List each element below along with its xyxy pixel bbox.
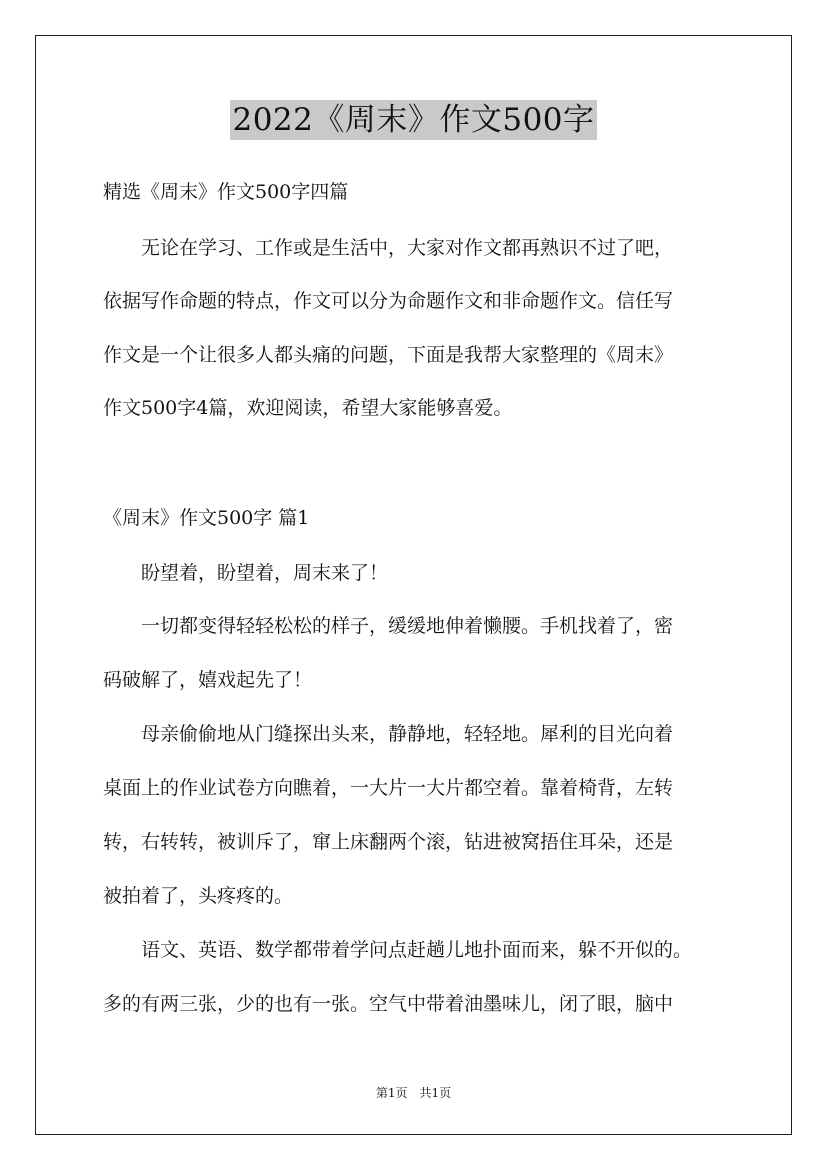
paragraph-line: 码破解了，嬉戏起先了！ xyxy=(103,669,313,691)
paragraph-line: 转，右转转，被训斥了，窜上床翻两个滚，钻进被窝捂住耳朵，还是 xyxy=(103,831,674,853)
paragraph-line: 语文、英语、数学都带着学问点赶趟儿地扑面而来，躲不开似的。 xyxy=(103,939,693,961)
paragraph-line: 作文是一个让很多人都头痛的问题，下面是我帮大家整理的《周末》 xyxy=(103,344,674,366)
page-footer: 第1页 共1页 xyxy=(375,1086,452,1100)
paragraph-line: 母亲偷偷地从门缝探出头来，静静地，轻轻地。犀利的目光向着 xyxy=(103,723,674,745)
paragraph-line: 桌面上的作业试卷方向瞧着，一大片一大片都空着。靠着椅背，左转 xyxy=(103,777,674,799)
document-subtitle: 精选《周末》作文500字四篇 xyxy=(103,181,349,203)
paragraph-line: 无论在学习、工作或是生活中，大家对作文都再熟识不过了吧， xyxy=(103,237,674,259)
paragraph-line: 作文500字4篇，欢迎阅读，希望大家能够喜爱。 xyxy=(103,397,513,419)
paragraph-line: 盼望着，盼望着，周末来了！ xyxy=(103,562,389,584)
paragraph-line: 被拍着了，头疼疼的。 xyxy=(103,885,294,907)
section-heading: 《周末》作文500字 篇1 xyxy=(103,507,310,529)
title-container xyxy=(0,100,827,140)
paragraph-line: 多的有两三张，少的也有一张。空气中带着油墨味儿，闭了眼，脑中 xyxy=(103,993,674,1015)
paragraph-line: 依据写作命题的特点，作文可以分为命题作文和非命题作文。信任写 xyxy=(103,290,674,312)
paragraph-line: 一切都变得轻轻松松的样子，缓缓地伸着懒腰。手机找着了，密 xyxy=(103,615,674,637)
document-title: 2022《周末》作文500字 xyxy=(232,102,595,138)
